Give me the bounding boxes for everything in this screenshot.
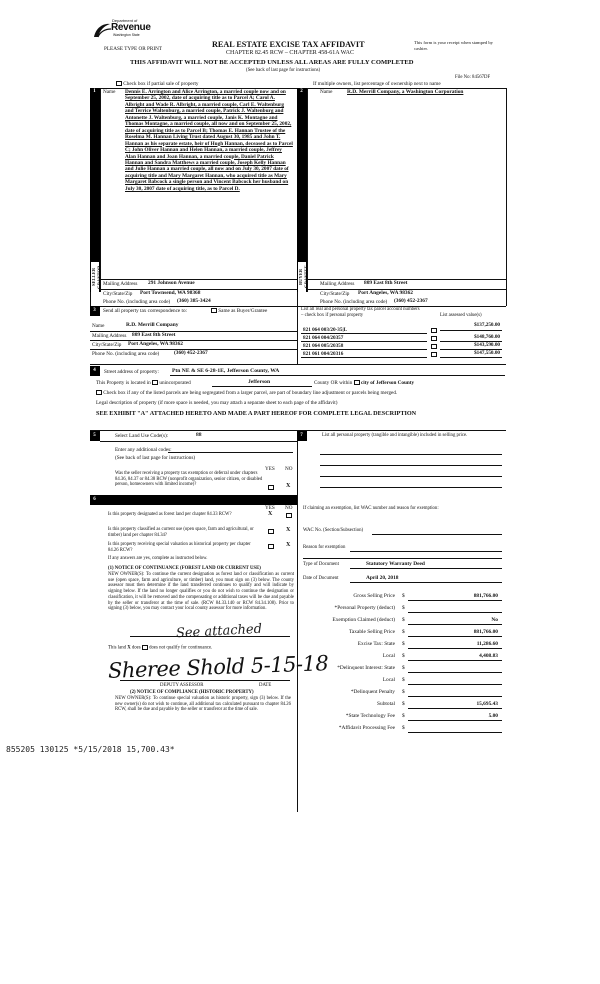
historic-no-mark: X bbox=[286, 542, 291, 548]
seller-city: Port Townsend, WA 98368 bbox=[140, 290, 201, 296]
dor-logo-icon bbox=[92, 21, 112, 39]
buyer-name: R.D. Merrill Company, a Washington Corporation bbox=[347, 89, 464, 95]
currency-symbol: $ bbox=[402, 701, 405, 707]
doc-type-label: Type of Document bbox=[303, 562, 339, 567]
same-as-buyer-row bbox=[211, 308, 267, 315]
tax-corr-name: R.D. Merrill Company bbox=[126, 322, 179, 328]
parcel-number: 821 064 004/20357 bbox=[303, 335, 344, 341]
tax-row-label: Subtotal bbox=[377, 701, 395, 707]
yes-header: YES bbox=[265, 466, 275, 472]
reason-label: Reason for exemption bbox=[303, 545, 346, 550]
notice-banner: THIS AFFIDAVIT WILL NOT BE ACCEPTED UNLESS ALL AREAS ARE FULLY COMPLETED bbox=[130, 59, 414, 66]
within-city-checkbox[interactable] bbox=[354, 380, 360, 385]
forest-yes-mark: X bbox=[268, 511, 273, 517]
buyer-name-label: Name bbox=[320, 89, 333, 95]
handwritten-see-attached: See attached bbox=[175, 621, 263, 642]
street-value: Ptn NE & SE 6-28-1E, Jefferson County, WA bbox=[172, 368, 280, 374]
section-5-number: 5 bbox=[90, 432, 99, 440]
city-of-label: city of Jefferson County bbox=[360, 380, 415, 386]
tax-row-label: *Affidavit Processing Fee bbox=[338, 725, 395, 731]
does-not-checkbox[interactable] bbox=[142, 645, 148, 650]
date-label: DATE bbox=[259, 683, 272, 688]
unincorporated-checkbox[interactable] bbox=[152, 380, 158, 385]
street-label: Street address of property: bbox=[104, 369, 159, 375]
section-4-number: 4 bbox=[90, 367, 99, 375]
answers-note: If any answers are yes, complete as instructed below. bbox=[108, 556, 208, 561]
exemption-question: Was the seller receiving a property tax exemption or deferral under chapters 84.36, 84.37 or 84.38 RCW (nonprofit organization, senior citizen, or disabled person, homeowners with limited income)? bbox=[115, 471, 263, 488]
logo-word: Revenue bbox=[111, 22, 151, 33]
parcel-value: $148,760.00 bbox=[474, 334, 500, 340]
tax-row-label: *Delinquent Penalty bbox=[350, 689, 395, 695]
parcel-value: $147,550.00 bbox=[474, 350, 500, 356]
does-mark: X bbox=[127, 645, 131, 651]
currency-symbol: $ bbox=[402, 725, 405, 731]
multiple-owners-note: If multiple owners, list percentage of ownership next to name bbox=[313, 81, 441, 87]
notice-continuance-title: (1) NOTICE OF CONTINUANCE (FOREST LAND OR CURRENT USE) bbox=[108, 566, 261, 571]
tax-row-label: *State Technology Fee bbox=[345, 713, 395, 719]
assessor-signature: Sheree Shold 5-15-18 bbox=[107, 651, 329, 683]
county-or-row bbox=[314, 380, 414, 387]
parcels-header: List all real and personal property tax parcel account numbers – check box if personal property bbox=[301, 307, 420, 318]
same-as-buyer-checkbox[interactable] bbox=[211, 308, 217, 313]
tax-row-value: 11,286.60 bbox=[476, 641, 498, 647]
currency-symbol: $ bbox=[402, 593, 405, 599]
located-row bbox=[96, 380, 191, 387]
parcel-number: 821 064 005/20358 bbox=[303, 343, 344, 349]
additional-codes-label: Enter any additional codes: bbox=[115, 447, 172, 453]
current-use-no-mark: X bbox=[286, 527, 291, 533]
section-3-number: 3 bbox=[90, 307, 99, 315]
parcel-number: 821 061 004/20316 bbox=[303, 351, 344, 357]
partial-sale-row bbox=[116, 81, 199, 88]
tax-corr-phone-label: Phone No. (including area code) bbox=[92, 351, 160, 357]
segregated-label: Check box if any of the listed parcels are being segregated from a larger parcel, are part of boundary line adjustment or parcels being merged. bbox=[103, 390, 398, 396]
land-use-label: Select Land Use Code(s): bbox=[115, 433, 169, 439]
dor-logo bbox=[92, 18, 162, 44]
land-qualify-row bbox=[108, 645, 212, 652]
forest-question: Is this property designated as forest land per chapter 84.33 RCW? bbox=[108, 512, 232, 517]
section-3-bar bbox=[90, 306, 100, 316]
notice-compliance-title: (2) NOTICE OF COMPLIANCE (HISTORIC PROPERTY) bbox=[130, 690, 254, 695]
tax-row-value: No bbox=[491, 617, 498, 623]
tax-corr-name-label: Name bbox=[92, 323, 105, 329]
tax-row-label: Taxable Selling Price bbox=[348, 629, 395, 635]
does-label: does bbox=[131, 645, 141, 651]
receipt-note: This form is your receipt when stamped by cashier. bbox=[414, 40, 493, 51]
historic-yes-checkbox[interactable] bbox=[268, 544, 274, 549]
parcel-personal-checkbox[interactable] bbox=[431, 328, 437, 333]
doc-date: April 20, 2018 bbox=[366, 575, 399, 581]
forest-no-header: NO bbox=[285, 505, 293, 511]
tax-row-label: Gross Selling Price bbox=[353, 593, 395, 599]
tax-corr-mailing-label: Mailing Address bbox=[92, 333, 127, 339]
tax-corr-phone: (360) 452-2367 bbox=[174, 350, 208, 356]
see-back-note: (See back of last page for instructions) bbox=[246, 68, 321, 73]
buyer-mailing: 809 East 8th Street bbox=[364, 280, 408, 286]
please-type: PLEASE TYPE OR PRINT bbox=[104, 46, 162, 52]
same-as-buyer-label: Same as Buyer/Grantee bbox=[218, 308, 268, 314]
seller-phone: (360) 385-3424 bbox=[177, 298, 211, 304]
currency-symbol: $ bbox=[402, 641, 405, 647]
currency-symbol: $ bbox=[402, 617, 405, 623]
buyer-city: Port Angeles, WA 98362 bbox=[358, 290, 414, 296]
current-use-question: Is this property classified as current use (open space, farm and agricultural, or timber) land per chapter 84.34? bbox=[108, 527, 254, 538]
tax-corr-city: Port Angeles, WA 98362 bbox=[128, 341, 184, 347]
tax-row-value: 5.00 bbox=[488, 713, 498, 719]
tax-row-value: 15,695.43 bbox=[476, 701, 498, 707]
buyer-phone-label: Phone No. (including area code) bbox=[320, 299, 388, 305]
section-7-bar bbox=[297, 431, 307, 441]
parcel-personal-checkbox[interactable] bbox=[431, 352, 437, 357]
cashier-receipt-stamp: 855205 130125 *5/15/2018 15,700.43* bbox=[6, 745, 175, 754]
section-5-bar bbox=[90, 431, 100, 441]
seller-mailing-label: Mailing Address bbox=[103, 281, 138, 287]
section-6-bar bbox=[90, 495, 297, 505]
county-or-label: County OR within bbox=[314, 380, 353, 386]
forest-yes-header: YES bbox=[265, 505, 275, 511]
parcel-value: $143,590.00 bbox=[474, 342, 500, 348]
seller-name: Dennis E. Arrington and Alice Arrington, a married couple now and on September 25, 2002, date of acquiring title as to Parcel A; Carol A. Albright and Wade R. Albright, a married couple, Carl E. Waltenburg and Terrice Waltenburg, a married couple, Patrick J. Waltenburg and Antonette J. Waltenburg, a married couple, Janis K. Montagne and Thomas Montagne, a married couple, all now and on September 25, 2002, date of acquiring title as to Parcel B; Thomas E. Hannan Trustee of the Roselma M. Hannan Living Trust dated August 30, 1985 and John T. Hannan as his separate estate, heir of Hugh Hannan, deceased as to Parcel C; John Oliver Hannan and Helen Hannan, a married couple, Jeffrey Alan Hannan and Joan Hannan, a married couple, Daniel Patrick Hannan and Sandra Matthews a married couple, Joseph Kelly Hannan and Julie Hannan a married couple, all now and on July 30, 2007 date of acquiring title and Mary Margaret Hannan, who acquired title as Mary Margaret Babcock a single person and Vincent Babcock her husband on July 30, 2007 date of acquiring title, as to Parcel D. bbox=[125, 89, 293, 192]
exemption-yes-checkbox[interactable] bbox=[268, 485, 274, 490]
currency-symbol: $ bbox=[402, 713, 405, 719]
currency-symbol: $ bbox=[402, 665, 405, 671]
buyer-city-label: City/State/Zip bbox=[320, 291, 350, 297]
land-use-see-back: (See back of last page for instructions) bbox=[115, 455, 196, 461]
section-4-bar bbox=[90, 366, 100, 376]
land-use-code: 88 bbox=[196, 432, 202, 438]
seller-city-label: City/State/Zip bbox=[103, 291, 133, 297]
section-2-number: 2 bbox=[297, 88, 306, 96]
seller-side-label: SELLER GRANTOR bbox=[91, 262, 99, 292]
this-land-label: This land bbox=[108, 645, 126, 651]
tax-row-label: Excise Tax: State bbox=[357, 641, 395, 647]
notice-continuance-text: NEW OWNER(S): To continue the current designation as forest land or classification as current use (open space, farm and agriculture, or timber) land, you must sign on (3) below. The county assessor must then determine if the land transferred continues to qualify and will indicate by signing below. If the land no longer qualifies or you do not wish to continue the designation or classification, it will be removed and the compensating or additional taxes will be due and payable by the seller or transferor at the time of sale. (RCW 84.33.140 or RCW 84.34.108). Prior to signing (3) below, you may contact your local county assessor for more information. bbox=[108, 572, 294, 612]
does-not-label: does not qualify for continuance. bbox=[149, 645, 213, 651]
seller-phone-label: Phone No. (including area code) bbox=[103, 299, 171, 305]
parcel-value: $137,250.00 bbox=[474, 322, 500, 328]
exhibit-reference: SEE EXHIBIT "A" ATTACHED HERETO AND MADE A PART HEREOF FOR COMPLETE LEGAL DESCRIPTION bbox=[96, 410, 417, 417]
wac-label: WAC No. (Section/Subsection) bbox=[303, 528, 364, 533]
tax-row-label: *Delinquent Interest: State bbox=[337, 665, 395, 671]
tax-row-value: 4,408.83 bbox=[479, 653, 498, 659]
buyer-side-label: BUYER GRANTEE bbox=[298, 262, 306, 292]
legal-desc-label: Legal description of property (if more space is needed, you may attach a separate sheet to each page of the affidavit) bbox=[96, 400, 338, 406]
currency-symbol: $ bbox=[402, 653, 405, 659]
exemption-no-mark: X bbox=[286, 483, 291, 489]
segregated-row bbox=[96, 390, 397, 397]
tax-row-value: 881,766.00 bbox=[473, 629, 498, 635]
exemption-claim-label: If claiming an exemption, list WAC number and reason for exemption: bbox=[303, 506, 439, 511]
logo-line2: Washington State bbox=[113, 33, 140, 37]
historic-question: Is this property receiving special valuation as historical property per chapter 84.26 RCW? bbox=[108, 542, 251, 553]
seller-mailing: 291 Johnson Avenue bbox=[148, 280, 195, 286]
form-chapter: CHAPTER 82.45 RCW – CHAPTER 458-61A WAC bbox=[226, 50, 354, 56]
unincorporated-label: unincorporated bbox=[159, 380, 191, 386]
tax-row-label: Local bbox=[382, 653, 395, 659]
tax-row-value: 881,766.00 bbox=[473, 593, 498, 599]
seller-name-label: Name bbox=[103, 89, 116, 95]
tax-corr-mailing: 809 East 8th Street bbox=[132, 332, 176, 338]
tax-row-label: *Personal Property (deduct) bbox=[334, 605, 395, 611]
doc-date-label: Date of Document bbox=[303, 576, 339, 581]
no-header: NO bbox=[285, 466, 293, 472]
currency-symbol: $ bbox=[402, 605, 405, 611]
notice-compliance-text: NEW OWNER(S): To continue special valuation as historic property, sign (3) below. If the new owner(s) do not wish to continue, all additional tax calculated pursuant to chapter 84.26 RCW, shall be due and payable by the seller or transferor at the time of sale. bbox=[115, 696, 291, 713]
currency-symbol: $ bbox=[402, 677, 405, 683]
tax-row-label: Local bbox=[382, 677, 395, 683]
parcel-personal-checkbox[interactable] bbox=[431, 336, 437, 341]
section-7-number: 7 bbox=[297, 432, 306, 440]
form-title: REAL ESTATE EXCISE TAX AFFIDAVIT bbox=[212, 40, 365, 49]
section-1-number: 1 bbox=[90, 88, 99, 96]
segregated-checkbox[interactable] bbox=[96, 390, 102, 395]
file-number: File No: 84567DF bbox=[455, 75, 491, 80]
forest-no-checkbox[interactable] bbox=[286, 513, 292, 518]
parcel-personal-checkbox[interactable] bbox=[431, 344, 437, 349]
logo-line1: Department of bbox=[112, 18, 138, 23]
county-value: Jefferson bbox=[248, 379, 271, 385]
tax-corr-city-label: City/State/Zip bbox=[92, 342, 122, 348]
tax-corr-label: Send all property tax correspondence to: bbox=[103, 308, 187, 314]
parcels-value-header: List assessed value(s) bbox=[440, 313, 482, 318]
currency-symbol: $ bbox=[402, 689, 405, 695]
personal-property-label: List all personal property (tangible and intangible) included in selling price. bbox=[322, 433, 468, 438]
buyer-phone: (360) 452-2367 bbox=[394, 298, 428, 304]
partial-sale-checkbox[interactable] bbox=[116, 81, 122, 86]
doc-type: Statutory Warranty Deed bbox=[366, 561, 425, 567]
parcel-number: 821 064 003/20-35|L bbox=[303, 327, 348, 333]
tax-row-label: Exemption Claimed (deduct) bbox=[332, 617, 395, 623]
buyer-mailing-label: Mailing Address bbox=[320, 281, 355, 287]
current-use-yes-checkbox[interactable] bbox=[268, 529, 274, 534]
deputy-assessor-label: DEPUTY ASSESSOR bbox=[160, 683, 204, 688]
currency-symbol: $ bbox=[402, 629, 405, 635]
located-pre: This Property is located in bbox=[96, 380, 151, 386]
partial-sale-label: Check box if partial sale of property bbox=[123, 81, 199, 87]
section-6-number: 6 bbox=[90, 496, 99, 504]
